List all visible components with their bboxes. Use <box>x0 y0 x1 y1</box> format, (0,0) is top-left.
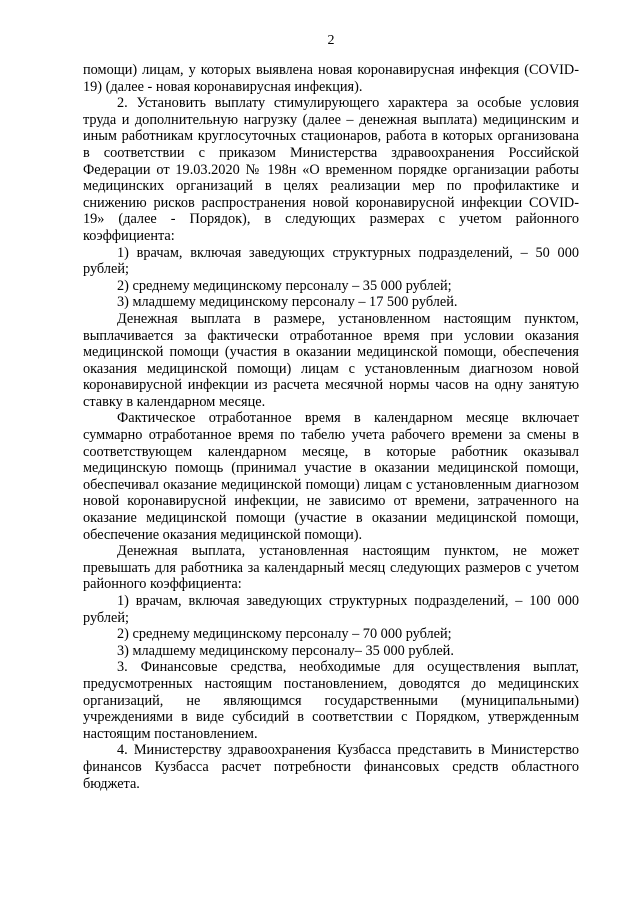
list-item-junior-staff: 3) младшему медицинскому персоналу – 17 500 рублей. <box>117 294 458 311</box>
paragraph-item-3: 3. Финансовые средства, необходимые для осуществления выплат, предусмотренных настоящим постановлением, доводятся до медицинских организаций, не являющимся государственными (муниципальными) учреждениями в виде субсидий в соответствии с Порядком, утвержденным настоящим постановлением. <box>83 659 579 742</box>
paragraph-item-2: 2. Установить выплату стимулирующего характера за особые условия труда и дополнительную нагрузку (далее – денежная выплата) медицинским и иным работникам круглосуточных стационаров, работа в которых организована в соответствии с приказом Министерства здравоохранения Российской Федерации от 19.03.2020 № 198н «О временном порядке организации работы медицинских организаций в целях реализации мер по профилактике и снижению рисков распространения новой коронавирусной инфекции COVID-19» (далее - Порядок), в следующих размерах с учетом районного коэффициента: <box>83 95 579 244</box>
paragraph-worked-time: Фактическое отработанное время в календарном месяце включает суммарно отработанное время по табелю учета рабочего времени за смены в соответствующем календарном месяце, в которые работник оказывал медицинскую помощь (принимал участие в оказании медицинской помощи, обеспечивал оказание медицинской помощи) лицам с установленным диагнозом новой коронавирусной инфекции, не зависимо от времени, затраченного на оказание медицинской помощи (участие в оказании медицинской помощи, обеспечение оказания медицинской помощи). <box>83 410 579 543</box>
document-body <box>83 62 579 792</box>
list-item-middle-staff-limit: 2) среднему медицинскому персоналу – 70 000 рублей; <box>117 626 452 643</box>
paragraph-continuation: помощи) лицам, у которых выявлена новая коронавирусная инфекция (COVID-19) (далее - новая коронавирусная инфекция). <box>83 62 579 95</box>
list-item-junior-staff-limit: 3) младшему медицинскому персоналу– 35 000 рублей. <box>117 642 454 659</box>
list-item-middle-staff: 2) среднему медицинскому персоналу – 35 000 рублей; <box>117 277 452 294</box>
paragraph-item-4: 4. Министерству здравоохранения Кузбасса представить в Министерство финансов Кузбасса расчет потребности финансовых средств областного бюджета. <box>83 742 579 792</box>
list-item-doctors: 1) врачам, включая заведующих структурных подразделений, – 50 000 рублей; <box>83 244 579 278</box>
list-item-doctors-limit: 1) врачам, включая заведующих структурных подразделений, – 100 000 рублей; <box>83 593 579 626</box>
paragraph-payment-limit: Денежная выплата, установленная настоящим пунктом, не может превышать для работника за календарный месяц следующих размеров с учетом районного коэффициента: <box>83 543 579 593</box>
paragraph-payment-conditions: Денежная выплата в размере, установленном настоящим пунктом, выплачивается за фактически отработанное время при условии оказания медицинской помощи (участия в оказании медицинской помощи, обеспечения оказания медицинской помощи) лицам с установленным диагнозом новой коронавирусной инфекции из расчета месячной нормы часов на одну занятую ставку в календарном месяце. <box>83 310 579 410</box>
page-number: 2 <box>327 33 335 48</box>
